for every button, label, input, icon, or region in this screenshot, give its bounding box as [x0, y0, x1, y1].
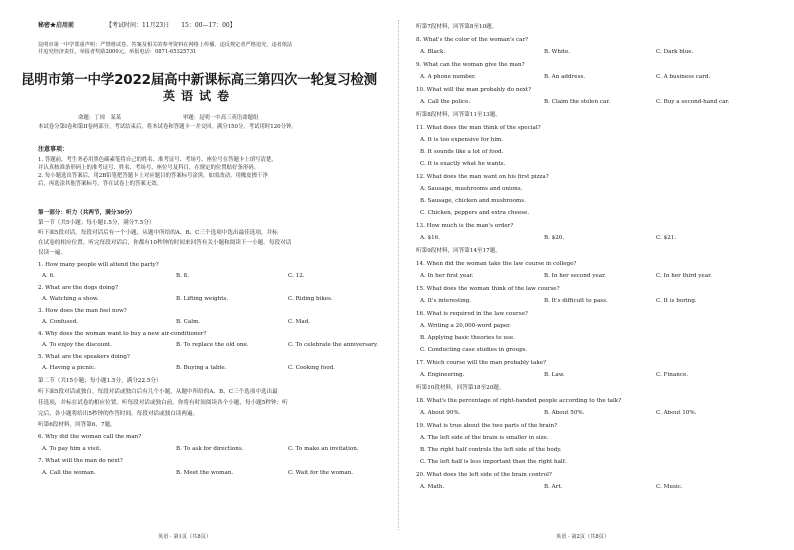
- exam-header: [38, 22, 236, 29]
- notice-line: 昆明市第一中学郑重声明：严禁将试卷、答案及相关的参考资料在网络上传播，违反规定者严格追究，违者依法: [38, 42, 293, 48]
- material-7-heading: 听第7段材料，回答第8至10题。: [416, 24, 498, 30]
- attention-list: [38, 156, 383, 188]
- option-b: B. Law.: [544, 372, 565, 378]
- option-a: A. $16.: [420, 235, 441, 241]
- option-a: A. 6.: [42, 273, 55, 279]
- option-c: C. The left half is less important than the right half.: [420, 459, 567, 465]
- setter-text: 命题：丁琼 某某: [78, 115, 122, 121]
- option-a: A. Black.: [420, 49, 446, 55]
- option-c: C. Conducting case studies in groups.: [420, 347, 528, 353]
- option-a: A. Engineering.: [420, 372, 465, 378]
- option-a: A. A phone number.: [420, 74, 476, 80]
- exam-time: 【考试时间：11月23日 15：00—17：00】: [105, 22, 236, 29]
- question-3: 3. How does the man feel now?: [38, 308, 127, 314]
- section1-heading: 第一节（共5小题；每小题1.5分，满分7.5分）: [38, 220, 155, 226]
- option-c: C. Wait for the woman.: [288, 470, 354, 476]
- option-c: C. To make an invitation.: [288, 446, 359, 452]
- option-b: B. Buying a table.: [176, 365, 227, 371]
- section1-instruction: 在试卷的相应位置。听完每段对话后，你都有10秒钟的时间来回答有关小题和阅读下一小题。每段对话: [38, 240, 292, 246]
- question-20: 20. What does the left side of the brain control?: [416, 472, 552, 478]
- option-c: C. Cooking food.: [288, 365, 335, 371]
- left-column: [8, 0, 390, 550]
- attention-line: 后，再选涂其他答案标号。答在试卷上的答案无效。: [38, 181, 162, 187]
- question-7: 7. What will the man do next?: [38, 458, 123, 464]
- option-c: C. About 10%.: [656, 410, 697, 416]
- question-11: 11. What does the man think of the special?: [416, 125, 541, 131]
- question-12: 12. What does the man want on his first pizza?: [416, 174, 549, 180]
- option-c: C. $21.: [656, 235, 677, 241]
- question-5: 5. What are the speakers doing?: [38, 354, 130, 360]
- option-a: A. Math.: [420, 484, 445, 490]
- right-column: [406, 0, 788, 550]
- option-a: A. Call the woman.: [42, 470, 96, 476]
- question-15: 15. What does the woman think of the law course?: [416, 286, 560, 292]
- option-b: B. To ask for directions.: [176, 446, 244, 452]
- option-a: A. Confused.: [42, 319, 79, 325]
- option-a: A. In her first year.: [420, 273, 474, 279]
- exam-description: 本试卷分第I卷和第II卷两部分。考试结束后，将本试卷和答题卡一并交回。满分150分，考试用时120分钟。: [38, 124, 297, 130]
- option-a: A. Writing a 20,000-word paper.: [420, 323, 511, 329]
- section1-instruction: 听下面5段对话。每段对话后有一个小题，从题中所给的A、B、C三个选项中选出最佳选项，并标: [38, 230, 278, 236]
- question-2: 2. What are the dogs doing?: [38, 285, 118, 291]
- attention-line: 2. 每小题选出答案后，用2B铅笔把答题卡上对应题目的答案标号涂黑。如需改动，用橡皮擦干净: [38, 173, 268, 179]
- option-a: A. It is too expensive for him.: [420, 137, 504, 143]
- option-c: C. Chicken, peppers and extra cheese.: [420, 210, 530, 216]
- question-14: 14. When did the woman take the law course in college?: [416, 261, 577, 267]
- option-b: B. $20.: [544, 235, 565, 241]
- option-c: C. In her third year.: [656, 273, 712, 279]
- attention-heading: 注意事项：: [38, 146, 69, 153]
- option-c: C. Mad.: [288, 319, 311, 325]
- secret-tag: 秘密★启用前: [38, 22, 75, 29]
- option-c: C. It is exactly what he wants.: [420, 161, 506, 167]
- column-divider: [398, 20, 399, 530]
- section2-instruction: 佳选项，并标在试卷的相应位置。听每段对话或独白前，你将有时间阅读各个小题，每小题5秒钟；听: [38, 400, 288, 406]
- reviewer-text: 审题：昆明一中高三英语命题组: [182, 115, 259, 121]
- option-c: C. To celebrate the anniversary.: [288, 342, 379, 348]
- option-c: C. Buy a second-hand car.: [656, 99, 730, 105]
- option-b: B. Meet the woman.: [176, 470, 234, 476]
- option-c: C. A business card.: [656, 74, 711, 80]
- section2-instruction: 听下面5段对话或独白。每段对话或独白后有几个小题，从题中所给的A、B、C三个选项中选出最: [38, 389, 278, 395]
- section1-instruction: 仅读一遍。: [38, 250, 66, 256]
- exam-title: 昆明市第一中学2022届高中新课标高三第四次一轮复习检测: [21, 72, 377, 88]
- option-b: B. Calm.: [176, 319, 201, 325]
- question-13: 13. How much is the man's order?: [416, 223, 514, 229]
- question-17: 17. Which course will the man probably take?: [416, 360, 547, 366]
- option-b: B. Sausage, chicken and mushrooms.: [420, 198, 526, 204]
- option-b: B. To replace the old one.: [176, 342, 249, 348]
- option-b: B. Lifting weights.: [176, 296, 229, 302]
- material-10-heading: 听第10段材料，回答第18至20题。: [416, 385, 505, 391]
- option-c: C. Finance.: [656, 372, 689, 378]
- option-c: C. Riding bikes.: [288, 296, 333, 302]
- section2-heading: 第二节（共15小题；每小题1.5分，满分22.5分）: [38, 378, 162, 384]
- question-6: 6. Why did the woman call the man?: [38, 434, 142, 440]
- material-8-heading: 听第8段材料，回答第11至13题。: [416, 112, 501, 118]
- part1-heading: 第一部分：听力（共两节，满分30分）: [38, 210, 136, 216]
- question-10: 10. What will the man probably do next?: [416, 87, 532, 93]
- question-9: 9. What can the woman give the man?: [416, 62, 525, 68]
- option-c: C. It is boring.: [656, 298, 697, 304]
- material-6-heading: 听第6段材料，回答第6、7题。: [38, 422, 116, 428]
- page-footer-right: 英语 · 第2页（共8页）: [556, 534, 610, 540]
- option-c: C. 12.: [288, 273, 305, 279]
- question-8: 8. What's the color of the woman's car?: [416, 37, 529, 43]
- option-b: B. It sounds like a lot of food.: [420, 149, 504, 155]
- question-16: 16. What is required in the law course?: [416, 311, 528, 317]
- option-b: B. Claim the stolen car.: [544, 99, 611, 105]
- option-a: A. Sausage, mushrooms and onions.: [420, 186, 523, 192]
- question-18: 18. What's the percentage of right-handed people according to the talk?: [416, 398, 622, 404]
- attention-line: 并认真核准条形码上的准考证号、姓名、考场号、座位号及科目，在规定的位置贴好条形码。: [38, 165, 260, 171]
- option-b: B. The right half controls the left side of the body.: [420, 447, 562, 453]
- material-9-heading: 听第9段材料，回答第14至17题。: [416, 248, 501, 254]
- page-footer-left: 英语 · 第1页（共8页）: [158, 534, 212, 540]
- question-1: 1. How many people will attend the party?: [38, 262, 159, 268]
- option-b: B. An address.: [544, 74, 586, 80]
- exam-authors: [78, 115, 318, 122]
- option-b: B. Applying basic theories to use.: [420, 335, 515, 341]
- option-a: A. The left side of the brain is smaller in size.: [420, 435, 549, 441]
- option-a: A. Having a picnic.: [42, 365, 96, 371]
- option-a: A. Call the police.: [420, 99, 471, 105]
- option-a: A. To enjoy the discount.: [42, 342, 112, 348]
- option-b: B. White.: [544, 49, 571, 55]
- option-c: C. Dark blue.: [656, 49, 694, 55]
- option-b: B. In her second year.: [544, 273, 606, 279]
- option-a: A. Watching a show.: [42, 296, 99, 302]
- option-b: B. About 50%.: [544, 410, 585, 416]
- attention-line: 1. 答题前，考生务必用黑色碳素笔将自己的姓名、准考证号、考场号、座位号在答题卡上填写清楚，: [38, 157, 277, 163]
- exam-subject-title: 英语试卷: [162, 89, 235, 103]
- option-c: C. Music.: [656, 484, 683, 490]
- option-b: B. 8.: [176, 273, 190, 279]
- option-a: A. To pay him a visit.: [42, 446, 102, 452]
- declaration-notice: [38, 42, 378, 56]
- question-19: 19. What is true about the two parts of the brain?: [416, 423, 558, 429]
- section2-instruction: 完后，各小题将给出5秒钟的作答时间。每段对话或独白读两遍。: [38, 411, 199, 417]
- option-a: A. It's interesting.: [420, 298, 472, 304]
- option-a: A. About 90%.: [420, 410, 461, 416]
- notice-line: 并追究经济责任，举报者奖励2000元。举报电话：0871-65325731: [38, 49, 197, 55]
- option-b: B. Art.: [544, 484, 563, 490]
- question-4: 4. Why does the woman want to buy a new air-conditioner?: [38, 331, 207, 337]
- option-b: B. It's difficult to pass.: [544, 298, 608, 304]
